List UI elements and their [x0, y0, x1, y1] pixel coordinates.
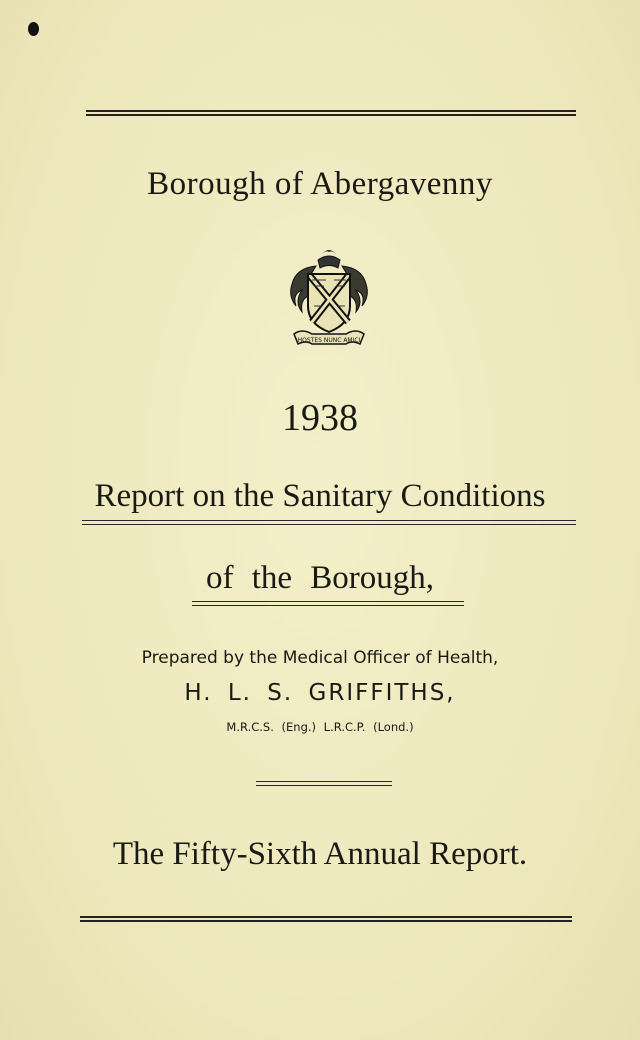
- punch-hole-mark: [28, 22, 39, 36]
- title-rule-2: [192, 601, 464, 606]
- title-rule-1: [82, 520, 576, 525]
- crest-motto: HOSTES NUNC AMICI: [297, 337, 361, 344]
- officer-qualifications: M.R.C.S. (Eng.) L.R.C.P. (Lond.): [226, 720, 414, 734]
- report-title-line1: Report on the Sanitary Conditions: [94, 478, 546, 514]
- borough-coat-of-arms-icon: [282, 246, 376, 352]
- bottom-double-rule: [80, 916, 572, 922]
- report-year: 1938: [282, 397, 358, 439]
- officer-name: H. L. S. GRIFFITHS,: [184, 680, 456, 706]
- borough-title: Borough of Abergavenny: [147, 166, 493, 202]
- middle-short-rule: [256, 781, 392, 786]
- annual-report-title: The Fifty-Sixth Annual Report.: [112, 836, 528, 872]
- top-double-rule: [86, 110, 576, 116]
- report-title-line2: of the Borough,: [205, 560, 435, 596]
- prepared-by-line: Prepared by the Medical Officer of Health,: [141, 648, 499, 668]
